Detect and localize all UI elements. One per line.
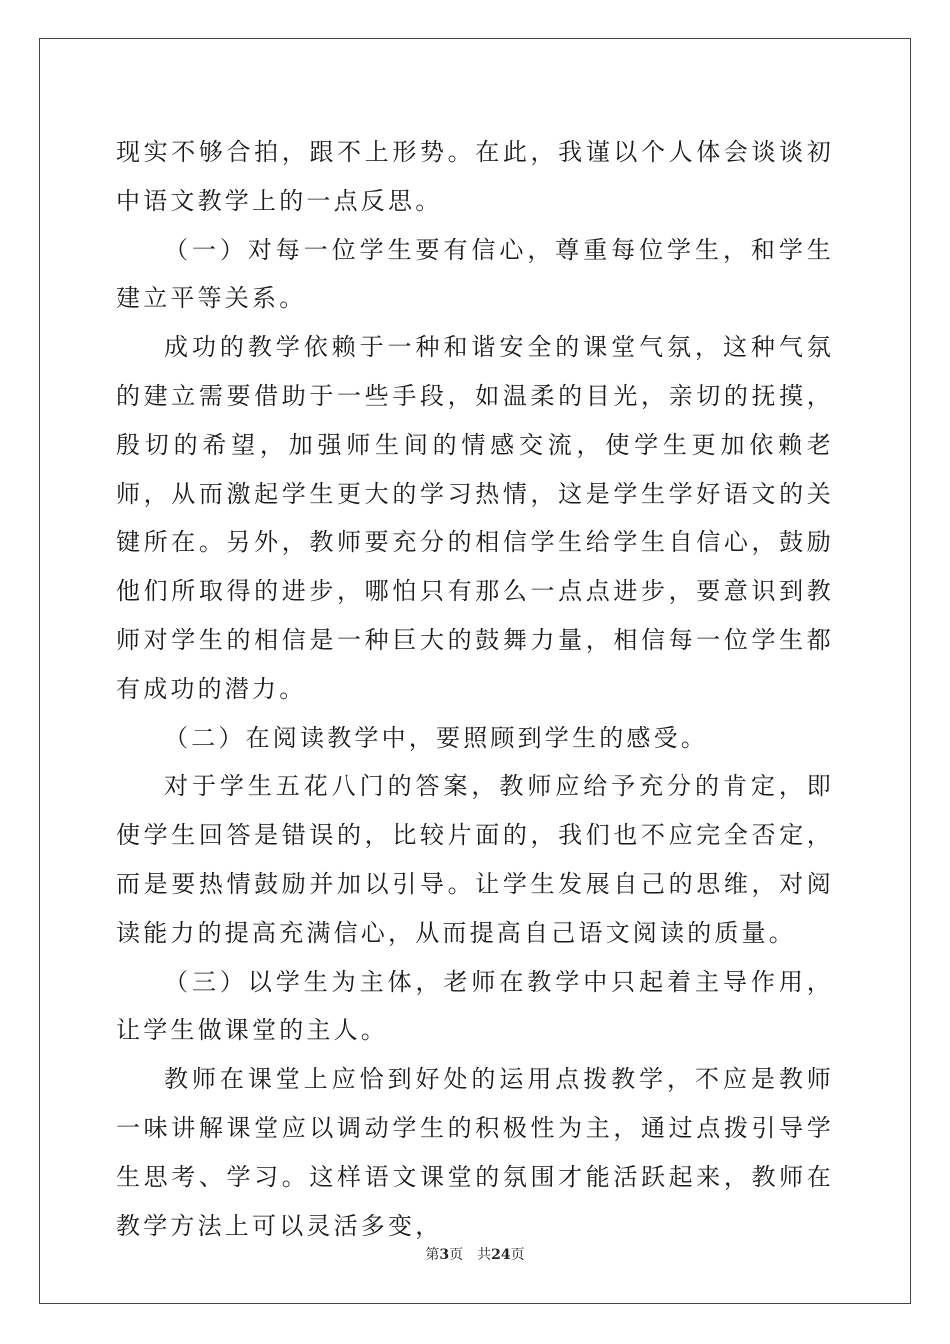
document-body: [116, 128, 834, 1250]
paragraph-3: 成功的教学依赖于一种和谐安全的课堂气氛，这种气氛的建立需要借助于一些手段，如温柔的目光，亲切的抚摸，殷切的希望，加强师生间的情感交流，使学生更加依赖老师，从而激起学生更大的学习热情，这是学生学好语文的关键所在。另外，教师要充分的相信学生给学生自信心，鼓励他们所取得的进步，哪怕只有那么一点点进步，要意识到教师对学生的相信是一种巨大的鼓舞力量，相信每一位学生都有成功的潜力。: [116, 333, 834, 703]
footer-page-suffix: 页: [449, 1247, 464, 1263]
paragraph-1: 现实不够合拍，跟不上形势。在此，我谨以个人体会谈谈初中语文教学上的一点反思。: [116, 138, 834, 215]
paragraph-4-heading-two: （二）在阅读教学中，要照顾到学生的感受。: [164, 723, 708, 752]
page-footer: [0, 1246, 950, 1264]
footer-page-current: 3: [439, 1247, 450, 1263]
footer-page-total: 24: [491, 1247, 511, 1263]
paragraph-6-heading-three: （三）以学生为主体，老师在教学中只起着主导作用，让学生做课堂的主人。: [116, 967, 834, 1045]
paragraph-7: 教师在课堂上应恰到好处的运用点拨教学，不应是教师一味讲解课堂应以调动学生的积极性为主，通过点拨引导学生思考、学习。这样语文课堂的氛围才能活跃起来，教师在教学方法上可以灵活多变，: [116, 1065, 834, 1240]
footer-total-prefix: 共: [477, 1247, 492, 1263]
footer-total-suffix: 页: [510, 1247, 525, 1263]
paragraph-5: 对于学生五花八门的答案，教师应给予充分的肯定，即使学生回答是错误的，比较片面的，我们也不应完全否定，而是要热情鼓励并加以引导。让学生发展自己的思维，对阅读能力的提高充满信心，从而提高自己语文阅读的质量。: [116, 772, 834, 947]
footer-page-prefix: 第: [425, 1247, 440, 1263]
paragraph-2-heading-one: （一）对每一位学生要有信心，尊重每位学生，和学生建立平等关系。: [116, 235, 834, 313]
